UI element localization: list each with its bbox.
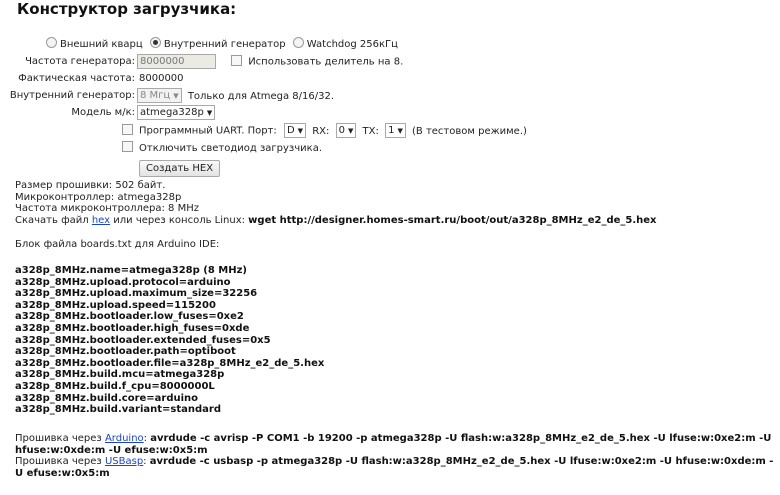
boards-line: a328p_8MHz.build.core=arduino — [15, 392, 199, 404]
arduino-link[interactable]: Arduino — [104, 433, 144, 444]
boards-line: a328p_8MHz.upload.protocol=arduino — [15, 276, 231, 288]
chevron-down-icon: ▼ — [347, 127, 354, 135]
flash-commands — [15, 433, 775, 479]
radio-label: Внутренний генератор — [163, 39, 286, 50]
uart-rx-select[interactable] — [336, 123, 357, 138]
create-hex-button[interactable]: Создать HEX — [139, 160, 220, 177]
uart-label: Программный UART. Порт: — [139, 125, 277, 137]
result-freq: Частота микроконтроллера: 8 MHz — [15, 203, 199, 214]
internal-gen-select[interactable] — [137, 88, 182, 103]
radio-icon — [46, 37, 57, 48]
actual-freq-value: 8000000 — [139, 73, 184, 84]
arduino-command: avrdude -c avrisp -P COM1 -b 19200 -p atmega328p -U flash:w:a328p_8MHz_e2_de_5.hex -U lfuse:w:0xe2:m -U hfuse:w:0xde:m -U efuse:w:0x5:m — [15, 433, 772, 456]
create-row — [139, 160, 220, 176]
firmware-size: Размер прошивки: 502 байт. — [15, 180, 166, 191]
led-checkbox[interactable] — [122, 143, 139, 154]
uart-port-select[interactable] — [284, 123, 306, 138]
download-prefix: Скачать файл — [15, 214, 89, 226]
tx-label: TX: — [362, 125, 379, 137]
radio-internal-generator[interactable] — [150, 39, 286, 50]
led-label: Отключить светодиод загрузчика. — [139, 143, 322, 154]
uart-tx-select[interactable] — [385, 123, 406, 138]
download-middle: или через консоль Linux: — [113, 214, 245, 226]
gen-freq-row — [0, 54, 780, 70]
radio-label: Внешний кварц — [60, 39, 143, 50]
flash-prefix: Прошивка через — [15, 456, 102, 467]
rx-label: RX: — [312, 125, 330, 137]
gen-freq-label: Частота генератора: — [25, 56, 135, 67]
wget-command: wget http://designer.homes-smart.ru/boot/out/a328p_8MHz_e2_de_5.hex — [248, 214, 657, 226]
boards-line: a328p_8MHz.bootloader.file=a328p_8MHz_e2_de_5.hex — [15, 357, 325, 369]
usbasp-command: avrdude -c usbasp -p atmega328p -U flash:w:a328p_8MHz_e2_de_5.hex -U lfuse:w:0xe2:m -U hfuse:w:0xde:m -U efuse:w:0x5:m — [15, 456, 774, 479]
boards-config-block — [15, 265, 324, 416]
checkbox-icon — [122, 124, 133, 135]
chevron-down-icon: ▼ — [397, 127, 403, 135]
actual-freq-label: Фактическая частота: — [18, 73, 135, 84]
flash-usbasp: Прошивка через USBasp: avrdude -c usbasp -p atmega328p -U flash:w:a328p_8MHz_e2_de_5.hex -U lfuse:w:0xe2:m -U hfuse:w:0xde:m -U efuse:w:0x5:m — [15, 456, 774, 479]
radio-external-crystal[interactable] — [46, 39, 143, 50]
divider-label: Использовать делитель на 8. — [248, 56, 404, 68]
mcu-row — [0, 105, 780, 121]
boards-line: a328p_8MHz.build.f_cpu=8000000L — [15, 380, 215, 392]
radio-checked-icon — [150, 37, 161, 48]
select-value: 8 Мгц — [140, 90, 171, 101]
internal-gen-label: Внутренний генератор: — [9, 90, 135, 101]
checkbox-icon — [122, 141, 133, 152]
select-value: D — [286, 125, 295, 136]
usbasp-link[interactable]: USBasp — [104, 456, 144, 467]
boards-line: a328p_8MHz.upload.speed=115200 — [15, 299, 216, 311]
boards-line: a328p_8MHz.bootloader.extended_fuses=0x5 — [15, 334, 271, 346]
boards-line: a328p_8MHz.upload.maximum_size=32256 — [15, 288, 258, 300]
checkbox-icon — [231, 55, 242, 66]
uart-note: (В тестовом режиме.) — [412, 125, 527, 137]
boards-line: a328p_8MHz.build.mcu=atmega328p — [15, 369, 225, 381]
uart-row — [122, 123, 527, 139]
select-value: 1 — [388, 125, 395, 136]
radio-watchdog[interactable] — [293, 39, 398, 50]
boards-heading: Блок файла boards.txt для Arduino IDE: — [15, 239, 220, 250]
flash-arduino: Прошивка через Arduino: avrdude -c avrisp -P COM1 -b 19200 -p atmega328p -U flash:w:a328p_8MHz_e2_de_5.hex -U lfuse:w:0xe2:m -U hfuse:w:0xde:m -U efuse:w:0x5:m — [15, 433, 772, 456]
flash-prefix: Прошивка через — [15, 433, 102, 444]
select-value: 0 — [338, 125, 345, 136]
internal-gen-note: Только для Atmega 8/16/32. — [187, 90, 335, 102]
boards-line: a328p_8MHz.bootloader.path=optiboot — [15, 346, 236, 358]
clock-source-group — [46, 37, 398, 53]
mcu-label: Модель м/к: — [71, 107, 135, 118]
gen-freq-input[interactable]: 8000000 — [137, 54, 216, 69]
chevron-down-icon: ▼ — [206, 109, 213, 117]
divider-checkbox[interactable] — [231, 57, 248, 68]
internal-gen-row — [0, 88, 780, 104]
result-mcu: Микроконтроллер: atmega328p — [15, 191, 182, 203]
led-row — [122, 141, 322, 157]
uart-checkbox[interactable] — [122, 126, 139, 137]
chevron-down-icon: ▼ — [173, 92, 179, 100]
hex-download-link[interactable]: hex — [91, 214, 111, 226]
boards-line: a328p_8MHz.bootloader.high_fuses=0xde — [15, 322, 250, 334]
download-line — [15, 215, 657, 227]
boards-line: a328p_8MHz.build.variant=standard — [15, 404, 222, 416]
chevron-down-icon: ▼ — [297, 127, 304, 135]
boards-line: a328p_8MHz.bootloader.low_fuses=0xe2 — [15, 311, 244, 323]
boards-line: a328p_8MHz.name=atmega328p (8 MHz) — [15, 265, 247, 276]
select-value: atmega328p — [140, 107, 204, 118]
radio-icon — [293, 37, 304, 48]
actual-freq-row — [0, 71, 780, 87]
page-title: Конструктор загрузчика: — [17, 0, 237, 18]
radio-label: Watchdog 256кГц — [306, 39, 398, 50]
mcu-select[interactable] — [137, 105, 215, 120]
result-info — [15, 180, 657, 226]
